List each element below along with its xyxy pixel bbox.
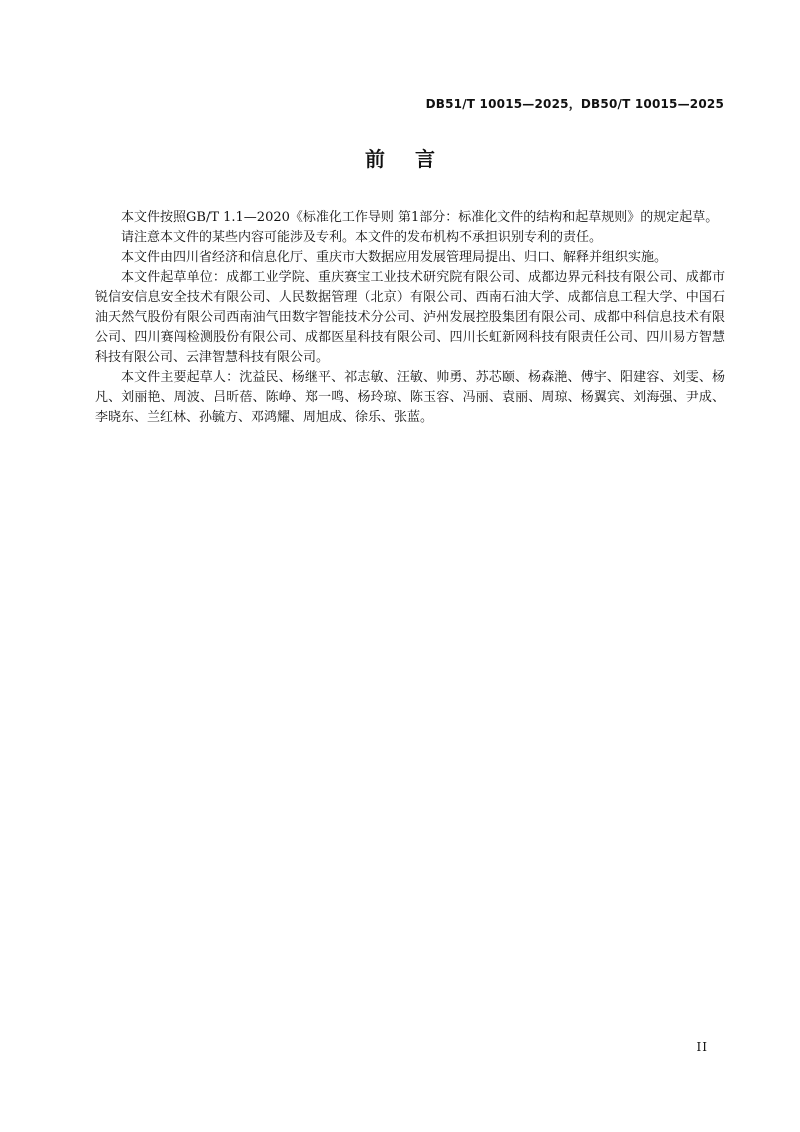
- paragraph-drafting-rules: 本文件按照GB/T 1.1—2020《标准化工作导则 第1部分：标准化文件的结构和起草规则》的规定起草。: [121, 210, 719, 225]
- page-number: II: [696, 1040, 708, 1054]
- standard-code: DB51/T 10015—2025，DB50/T 10015—2025: [425, 97, 724, 111]
- foreword-body: [95, 208, 725, 428]
- paragraph-patent-notice: 请注意本文件的某些内容可能涉及专利。本文件的发布机构不承担识别专利的责任。: [121, 230, 603, 245]
- paragraph-drafting-organizations: 本文件起草单位：成都工业学院、重庆赛宝工业技术研究院有限公司、成都边界元科技有限公司、成都市锐信安信息安全技术有限公司、人民数据管理（北京）有限公司、西南石油大学、成都信息工程大学、中国石油天然气股份有限公司西南油气田数字智能技术分公司、泸州发展控股集团有限公司、成都中科信息技术有限公司、四川赛闯检测股份有限公司、成都医星科技有限公司、四川长虹新网科技有限责任公司、四川易方智慧科技有限公司、云津智慧科技有限公司。: [95, 270, 725, 365]
- page-title: 前言: [365, 147, 465, 171]
- paragraph-drafters: 本文件主要起草人：沈益民、杨继平、祁志敏、汪敏、帅勇、苏芯颐、杨森滟、傅宇、阳建容、刘雯、杨凡、刘丽艳、周波、吕昕蓓、陈峥、郑一鸣、杨玲琼、陈玉容、冯丽、袁丽、周琼、杨翼宾、刘海强、尹成、李晓东、兰红林、孙毓方、邓鸿耀、周旭成、徐乐、张蓝。: [95, 370, 725, 425]
- paragraph-proposing-authority: 本文件由四川省经济和信息化厅、重庆市大数据应用发展管理局提出、归口、解释并组织实施。: [121, 250, 668, 265]
